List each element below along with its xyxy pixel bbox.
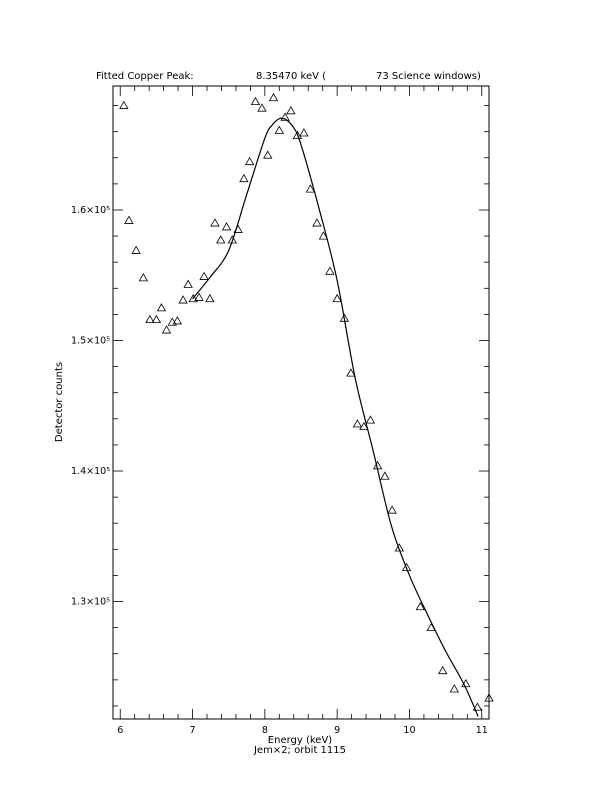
data-point: [381, 472, 389, 479]
y-tick-label: 1.4×10⁵: [71, 466, 110, 478]
data-point: [450, 685, 458, 692]
data-point: [223, 223, 231, 230]
data-point: [313, 219, 321, 226]
x-axis-label: Energy (keV): [267, 735, 333, 746]
fit-curve-group: [193, 118, 479, 716]
data-point: [270, 94, 278, 101]
data-point: [388, 506, 396, 513]
data-point: [258, 104, 266, 111]
data-point: [184, 280, 192, 287]
data-point: [157, 304, 165, 311]
data-point: [326, 267, 334, 274]
data-point: [246, 158, 254, 165]
data-point: [264, 151, 272, 158]
x-tick-label: 11: [475, 725, 488, 736]
fit-curve: [193, 118, 479, 716]
data-point: [251, 98, 259, 105]
data-point: [353, 420, 361, 427]
data-point: [240, 175, 248, 182]
x-tick-label: 8: [261, 725, 268, 736]
x-axis-sublabel: Jem×2; orbit 1115: [253, 745, 347, 756]
data-point: [125, 216, 133, 223]
x-tick-label: 7: [189, 725, 196, 736]
data-point: [211, 219, 219, 226]
data-point: [132, 246, 140, 253]
data-point: [217, 236, 225, 243]
x-tick-label: 6: [117, 725, 124, 736]
data-point: [439, 667, 447, 674]
data-point: [366, 416, 374, 423]
chart-title-value: 8.35470 keV (: [256, 71, 327, 82]
x-tick-label: 9: [334, 725, 341, 736]
y-tick-label: 1.5×10⁵: [71, 335, 110, 347]
x-tick-label: 10: [403, 725, 416, 736]
data-point: [163, 326, 171, 333]
axis-ticks: [71, 86, 489, 736]
data-point: [287, 107, 295, 114]
data-point: [120, 102, 128, 109]
y-tick-label: 1.3×10⁵: [71, 596, 110, 608]
data-point: [300, 129, 308, 136]
chart-title-right: 73 Science windows): [376, 71, 481, 82]
data-points: [120, 94, 493, 711]
data-point: [200, 273, 208, 280]
chart-title-left: Fitted Copper Peak:: [96, 71, 194, 82]
data-point: [206, 295, 214, 302]
data-point: [179, 296, 187, 303]
data-point: [139, 274, 147, 281]
y-axis-label: Detector counts: [54, 361, 65, 443]
data-point: [275, 126, 283, 133]
y-tick-label: 1.6×10⁵: [71, 204, 110, 216]
